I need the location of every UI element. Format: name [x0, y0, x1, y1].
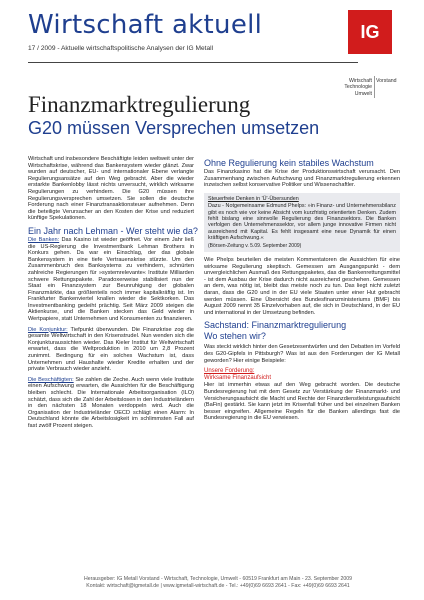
- masthead-subtitle: 17 / 2009 - Aktuelle wirtschaftspolitische Analysen der IG Metall: [28, 45, 214, 52]
- page-title: Finanzmarktregulierung: [28, 92, 251, 117]
- paragraph-beschaeftigte: [28, 377, 194, 430]
- quote-body: Dazu - Notgemeinsame Edmund Phelps: »in Finanz- und Unternehmensbilanz gibt es noch wie vor keine Absicht vom kurzfristig orientierten Denken. Zudem fehlt bislang eine sinnvolle Regulierung des Finanzsektors. Die Banken verfolgen den Unternehmenssektor, vor allem junge innovative Firmen nicht ausreichend mit Kapital. Es fehlt insgesamt eine neue Dynamik für einen kräftigen Aufschwung.«: [208, 203, 396, 242]
- section-heading-sachstand: Sachstand: Finanzmarktregulierung: [204, 320, 347, 331]
- left-column: [28, 156, 198, 434]
- logo-unit-line2: Technologie: [344, 84, 372, 91]
- text-konjunktur: Tiefpunkt überwunden. Die Finanzkrise zog die gesamte Weltwirtschaft in den Krisenstrudel. Nun wenden sich die Konjunkturaussichten wieder. Das Kieler Institut für Weltwirtschaft erwartet, dass die Weltproduktion in 2010 um 2,8 Prozent zunimmt. Bedingung für ein solches Wachstum ist, dass Unternehmen und Haushalte wieder Kredite erhalten und der private Verbrauch wieder anzieht.: [28, 326, 194, 373]
- paragraph-pittsburgh: Was steckt wirklich hinter den Gesetzesentwürfen und den Debatten im Vorfeld des G20-Gipfels in Pittsburgh? Was ist aus den Forderungen der IG Metall geworden? Hier einige Beispiele:: [204, 344, 400, 364]
- headline-block: [28, 92, 388, 139]
- logo-unit-line1: Wirtschaft: [348, 78, 372, 84]
- demand-subheading: Wirksame Finanzaufsicht: [204, 374, 272, 381]
- lead-banks: Die Banken:: [28, 236, 60, 243]
- section-subheading-sachstand: Wo stehen wir?: [204, 331, 266, 342]
- intro-paragraph: Wirtschaft und insbesondere Beschäftigte leiden weltweit unter der Wirtschaftskrise, während das Bankensystem wieder glänzt. Zwar wurden auf deutscher, EU- und internationaler Ebene verlangte Regulierungsansätze auf den Weg gebracht. Aber die wieder erstarkte Bankenlobby lässt nichts unversucht, wirklich wirksame Regulierungen zu verhindern. Die G20 müssen ihre Regulierungsversprechen umsetzen. Sie sollen die deutsche Forderung nach einer Finanztransaktionsteuer aufnehmen. Denn die beteiligte Verursacher an den Kosten der Krise und reduziert künftige Spekulationen.: [28, 156, 194, 222]
- quote-heading: Steuerfreie Denken in 'Ü'-Übersunden: [208, 195, 299, 202]
- quote-box: [204, 193, 400, 252]
- masthead-rule: [28, 62, 358, 63]
- logo-icon: IG: [348, 10, 392, 54]
- section-heading-wachstum: Ohne Regulierung kein stabiles Wachstum: [204, 158, 374, 168]
- quote-source: (Börsen-Zeitung v. 5.09. September 2009): [208, 242, 302, 249]
- right-column: [204, 156, 400, 426]
- paragraph-phelps: Wie Phelps beurteilen die meisten Kommentatoren die Aussichten für eine wirksame Regulierung skeptisch. Gemessen am Ausgangspunkt - dem unvergleichlichen Ausmaß des Rettungspaketes, das die Bankenrettungsmittel - ist dem Ausbau der Krise dadurch nicht ausreichend geschehen. Gemessen an dem, was nötig ist, bleibt das meiste noch zu tun. Das liegt nicht zuletzt daran, dass die G20 und in der EU viele Staaten unter einer Hut gebracht werden müssen. Eine Übersicht des Bundesfinanzministeriums (BMF) bis August 2009 nennt 35 Einzelvorhaben auf, die sich in Deutschland, in der EU und international in der Umsetzung befinden.: [204, 257, 400, 316]
- masthead-title: Wirtschaft aktuell: [28, 10, 263, 40]
- text-banks: Das Kasino ist wieder geöffnet. Vor einem Jahr ließ die US-Regierung die Investmentbank Lehman Brothers in Konkurs gehen. Da war ein Einschlag, der das globale Bankensystem in eine tiefe Vertrauenskrise stürzte. Um den Zusammenbruch des Banksystems zu verhindern, schnürten zahlreiche Regierungen für »systemrelevante« Institute Milliarden schwere Rettungspakete. Paradoxerweise stabilisiert nun der Staat ein Finanzsystem zur Beunruhigung der globalen Finanzmärkte, das größtenteils noch immer kapitalkräftig ist. Im Frankfurter Bankenviertel knallen wieder die Sektkorken. Das Investmentbanking gedeiht prächtig. Seit März 2009 steigen die Aktienkurse, und die Banken stecken das Geld wieder in Wertpapiere, statt Unternehmen und Konsumenten zu finanzieren.: [28, 236, 194, 323]
- paragraph-konjunktur: [28, 327, 194, 373]
- section-heading-lehman: Ein Jahr nach Lehman - Wer steht wie da?: [28, 225, 198, 236]
- logo-unit-right: Vorstand: [376, 78, 397, 84]
- lead-beschaeftigte: Die Beschäftigten:: [28, 376, 74, 383]
- footer-contact: Kontakt: wirtschaft@igmetall.de | www.igmetall-wirtschaft.de - Tel.: +49(0)69 6693 2641 - Fax: +49(0)69 6693 2641: [86, 583, 350, 589]
- paragraph-banks: [28, 237, 194, 323]
- footer-publisher: Herausgeber: IG Metall Vorstand - Wirtschaft, Technologie, Umwelt - 60519 Frankfurt am Main - 23. September 2009: [83, 576, 353, 582]
- paragraph-aufsicht: Hier ist immerhin etwas auf den Weg gebracht worden. Die deutsche Bundesregierung hat mit dem Gesetz zur Verstärkung der Finanzmarkt- und Versicherungsaufsicht die Macht und Rechte der Finanzdienstleistungsaufsicht (BaFin) gestärkt. Sie kann jetzt im Krisenfall früher und bei einzelnen Banken besser eingreifen. Allgemeine Regeln für die Banken allerdings fast die Bundesregierung in die EU verwiesen.: [204, 382, 400, 422]
- logo-unit-line3: Umwelt: [354, 90, 372, 97]
- page-subtitle: G20 müssen Versprechen umsetzen: [28, 118, 320, 138]
- footer: [28, 576, 408, 590]
- paragraph-kasino: Das Finanzkasino hat die Krise der Produktionswirtschaft verursacht. Den Zusammenhang zwischen Aufschwung und Finanzmarktregulierung erkennen inzwischen selbst konservative Politiker und Wissenschaftler.: [204, 169, 400, 189]
- demand-heading: Unsere Forderung:: [204, 368, 255, 375]
- masthead: [28, 10, 368, 52]
- text-beschaeftigte: Sie zahlen die Zeche. Auch wenn viele Institute einen Aufschwung erwarten, die Aussichten für die Beschäftigung bleiben schlecht. Die Internationale Arbeitsorganisation (ILO) schätzt, dass sich die Zahl der Arbeitslosen in den Industrieländern in den nächsten 18 Monaten verdoppeln wird. Auch die Organisation der Industrieländer OECD schlägt einen Alarm: In Deutschland könnte die Arbeitslosigkeit im schlimmsten Fall auf fast zwölf Prozent steigen.: [28, 376, 194, 429]
- lead-konjunktur: Die Konjunktur:: [28, 326, 68, 333]
